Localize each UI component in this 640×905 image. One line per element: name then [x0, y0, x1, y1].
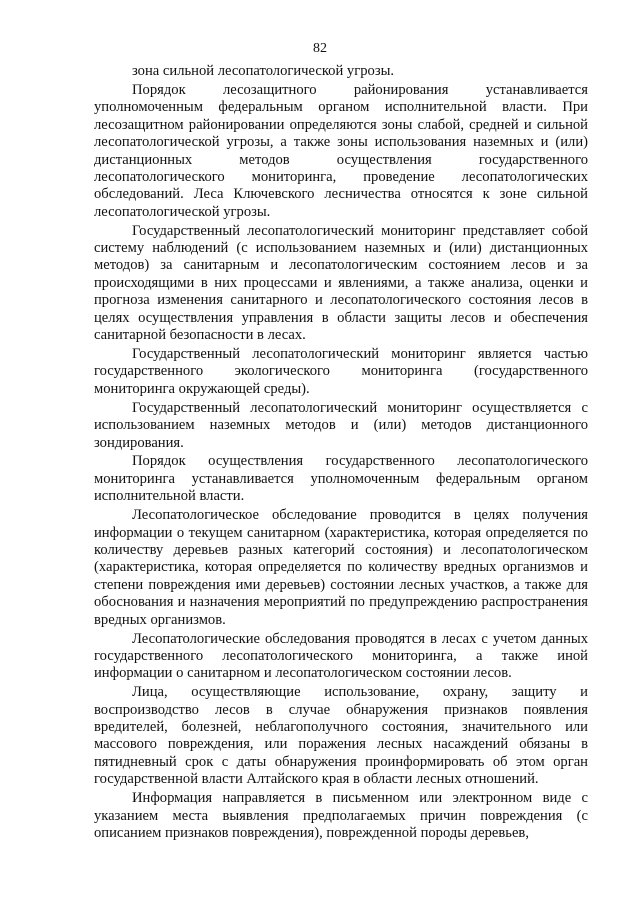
paragraph-monitoring-part-of-ecological: Государственный лесопатологический мониторинг является частью государственного экологического мониторинга (государственного мониторинга окружающей среды).	[94, 346, 588, 397]
paragraph-inspection-data: Лесопатологические обследования проводятся в лесах с учетом данных государственного лесопатологического мониторинга, а также иной информации о санитарном и лесопатологическом состоянии лесов.	[94, 630, 588, 682]
paragraph-information-submission: Информация направляется в письменном или электронном виде с указанием места выявления предполагаемых причин повреждения (с описанием признаков повреждения), поврежденной породы деревьев,	[94, 790, 588, 841]
paragraph-continuation: зона сильной лесопатологической угрозы.	[132, 63, 395, 79]
paragraph-monitoring-definition: Государственный лесопатологический мониторинг представляет собой систему наблюдений (с использованием наземных и (или) дистанционных методов) за санитарным и лесопатологическим состоянием лесов и за происходящими в них процессами и явлениями, а также анализа, оценки и прогноза изменения санитарного и лесопатологического состояния лесов в целях осуществления управления в области защиты лесов и обеспечения санитарной безопасности в лесах.	[94, 222, 588, 344]
paragraph-zoning-order: Порядок лесозащитного районирования устанавливается уполномоченным федеральным органом исполнительной власти. При лесозащитном районировании определяются зоны слабой, средней и сильной лесопатологической угрозы, а также зоны использования наземных и (или) дистанционных методов осуществления государственного лесопатологического мониторинга, проведение лесопатологических обследований. Леса Ключевского лесничества относятся к зоне сильной лесопатологической угрозы.	[94, 81, 588, 220]
paragraph-monitoring-methods: Государственный лесопатологический мониторинг осуществляется с использованием наземных методов и (или) методов дистанционного зондирования.	[94, 399, 588, 451]
paragraph-monitoring-order: Порядок осуществления государственного лесопатологического мониторинга устанавливается уполномоченным федеральным органом исполнительной власти.	[94, 453, 588, 505]
page-number: 82	[313, 41, 327, 56]
paragraph-obligations: Лица, осуществляющие использование, охрану, защиту и воспроизводство лесов в случае обнаружения признаков появления вредителей, болезней, неблагополучного состояния, значительного или массового повреждения, или поражения лесных насаждений обязаны в пятидневный срок с даты обнаружения проинформировать об этом орган государственной власти Алтайского края в области лесных отношений.	[94, 684, 588, 788]
paragraph-inspection-purpose: Лесопатологическое обследование проводится в целях получения информации о текущем санитарном (характеристика, которая определяется по количеству деревьев разных категорий состояния) и лесопатологическом (характеристика, которая определяется по количеству вредных организмов и степени повреждения ими деревьев) состоянии лесных участков, а также для обоснования и назначения мероприятий по предупреждению распространения вредных организмов.	[94, 507, 588, 628]
document-body	[94, 63, 588, 842]
